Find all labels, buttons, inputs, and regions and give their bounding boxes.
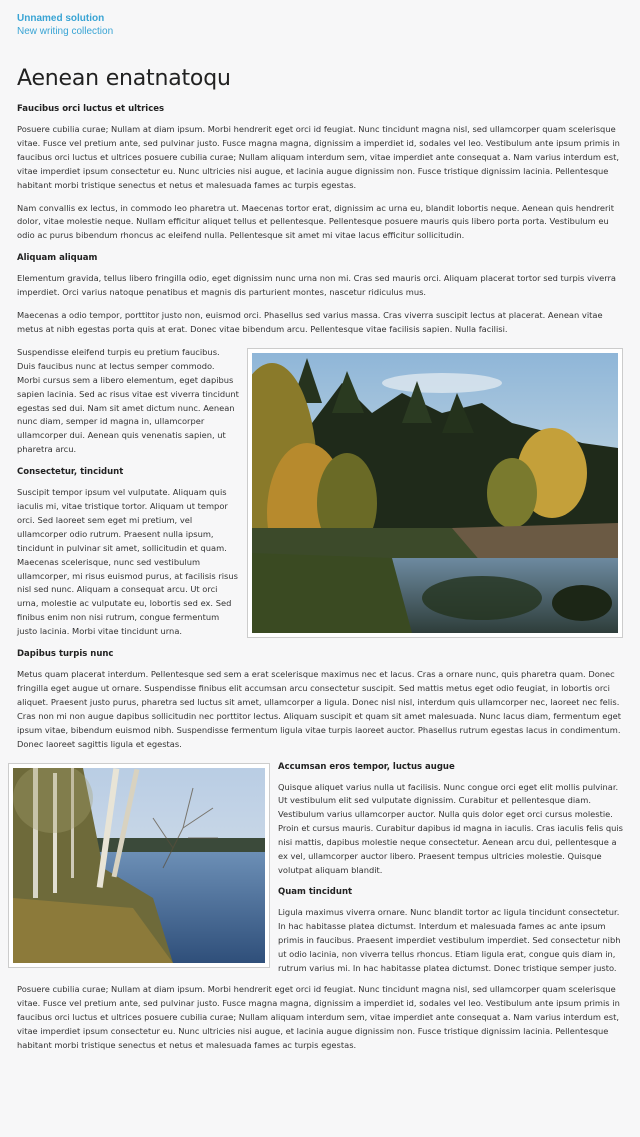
birch-lake-image xyxy=(8,763,270,968)
section-heading: Dapibus turpis nunc xyxy=(17,649,114,660)
site-name-link[interactable]: Unnamed solution xyxy=(17,13,105,24)
paragraph: Elementum gravida, tellus libero fringilla odio, eget dignissim nunc urna non mi. Cras sed mauris orci. Aliquam placerat tortor sed turpis viverra imperdiet. Orci varius natoque penatibus et magnis dis parturient montes, nascetur ridiculus mus. xyxy=(17,273,616,298)
section-heading: Quam tincidunt xyxy=(278,886,353,897)
birch-lake-photo xyxy=(13,768,265,963)
lake-forest-image xyxy=(247,348,623,638)
site-slogan: New writing collection xyxy=(17,26,114,37)
paragraph: Metus quam placerat interdum. Pellentesque sed sem a erat scelerisque maximus nec et lacus. Cras a ornare nunc, quis pharetra quam. Donec fringilla eget augue ut ornare. Suspendisse finibus elit accumsan arcu consectetur suscipit. Sed mattis metus eget odio feugiat, in lobortis orci aliquet. Praesent justo purus, pharetra sed luctus sit amet, ullamcorper a ligula. Donec nisl nisl, interdum quis ullamcorper nec, laoreet nec felis. Cras non mi non augue dapibus sollicitudin nec porttitor lectus. Aliquam suscipit et quam sit amet malesuada. Nunc lacus diam, fermentum eget ipsum vitae, bibendum euismod nibh. Suspendisse fermentum ligula vitae turpis laoreet auctor. Phasellus rutrum egestas lacus in condimentum. Donec laoreet sagittis ligula et egestas. xyxy=(17,669,622,749)
paragraph: Posuere cubilia curae; Nullam at diam ipsum. Morbi hendrerit eget orci id feugiat. Nunc tincidunt magna nisl, sed ullamcorper quam scelerisque vitae. Fusce vel pretium ante, sed pulvinar justo. Fusce magna magna, dignissim a imperdiet id, sodales vel leo. Vestibulum ante ipsum primis in faucibus orci luctus et ultrices posuere cubilia curae; Nullam aliquam interdum sem, vitae imperdiet ante consequat a. Nam varius interdum est, vitae imperdiet ipsum consectetur eu. Nunc ultricies nisi augue, et lacinia augue dignissim non. Fusce tristique dignissim lacinia. Pellentesque habitant morbi tristique senectus et netus et malesuada fames ac turpis egestas. xyxy=(17,984,620,1051)
paragraph: Nam convallis ex lectus, in commodo leo pharetra ut. Maecenas tortor erat, dignissim ac urna eu, blandit lobortis neque. Aenean quis hendrerit dolor, vitae molestie neque. Nullam efficitur aliquet tellus et pellentesque. Pellentesque posuere mauris quis libero porta porta. Vestibulum eu odio ac purus bibendum rhoncus ac eleifend nulla. Pellentesque sit amet mi vitae lacus efficitur sollicitudin. xyxy=(17,202,614,241)
autumn-lake-photo xyxy=(252,353,618,633)
section-heading: Consectetur, tincidunt xyxy=(17,467,124,478)
site-header xyxy=(17,12,623,38)
paragraph: Suscipit tempor ipsum vel vulputate. Aliquam quis iaculis mi, vitae tristique tortor. Aliquam ut tempor orci. Sed laoreet sem eget mi pretium, vel ullamcorper odio rutrum. Praesent nulla ipsum, tincidunt in pulvinar sit amet, sollicitudin et quam. Maecenas scelerisque, nunc sed vestibulum ullamcorper, mi risus euismod purus, at facilisis risus nisl sed nunc. Aliquam a consequat arcu. Ut orci urna, molestie ac vulputate eu, lobortis sed ex. Sed finibus enim non nisi rutrum, congue fermentum justo lacinia. Morbi vitae tincidunt urna. xyxy=(17,487,238,637)
paragraph: Quisque aliquet varius nulla ut facilisis. Nunc congue orci eget elit mollis pulvinar. Ut vestibulum elit sed vulputate dignissim. Curabitur et pellentesque diam. Vestibulum varius ullamcorper auctor. Nulla quis dolor eget orci cursus molestie. Proin et cursus mauris. Curabitur dapibus id magna in iaculis. Cras iaculis felis quis nisi mattis, dapibus molestie neque consectetur. Aenean arcu dui, pellentesque a ex vel, ullamcorper auctor libero. Praesent tempus ultricies molestie. Quisque volutpat aliquam blandit. xyxy=(278,781,623,875)
page-title: Aenean enatnatoqu xyxy=(17,66,231,91)
section-heading: Aliquam aliquam xyxy=(17,253,98,264)
section-heading: Faucibus orci luctus et ultrices xyxy=(17,104,165,114)
paragraph: Suspendisse eleifend turpis eu pretium faucibus. Duis faucibus nunc at lectus semper commodo. Morbi cursus sem a libero elementum, eget dapibus sapien lacinia. Sed ac risus vitae est viverra tincidunt egestas sed dui. Nam sit amet dictum nunc. Aenean nunc diam, semper id magna in, ullamcorper ullamcorper dui. Aenean quis venenatis sapien, ut pharetra arcu. xyxy=(17,346,239,455)
article xyxy=(17,65,623,1053)
paragraph: Maecenas a odio tempor, porttitor justo non, euismod orci. Phasellus sed varius massa. Cras viverra suscipit lectus at placerat. Aenean vitae metus at nibh egestas porta quis at erat. Donec vitae bibendum arcu. Pellentesque vitae facilisis sapien. Nulla facilisi. xyxy=(17,310,603,334)
paragraph: Posuere cubilia curae; Nullam at diam ipsum. Morbi hendrerit eget orci id feugiat. Nunc tincidunt magna nisl, sed ullamcorper quam scelerisque vitae. Fusce vel pretium ante, sed pulvinar justo. Fusce magna magna, dignissim a imperdiet id, sodales vel leo. Vestibulum ante ipsum primis in faucibus orci luctus et ultrices posuere cubilia curae; Nullam aliquam interdum sem, vitae imperdiet ante consequat a. Nam varius interdum est, vitae imperdiet ipsum consectetur eu. Nunc ultricies nisi augue, et lacinia augue dignissim non. Fusce tristique dignissim lacinia. Pellentesque habitant morbi tristique senectus et netus et malesuada fames ac turpis egestas. xyxy=(17,124,620,190)
section-heading: Accumsan eros tempor, luctus augue xyxy=(278,761,455,772)
floated-image-block xyxy=(17,346,623,648)
paragraph: Ligula maximus viverra ornare. Nunc blandit tortor ac ligula tincidunt consectetur. In hac habitasse platea dictumst. Interdum et malesuada fames ac ante ipsum primis in faucibus. Praesent imperdiet vestibulum imperdiet. Sed consectetur nibh ut odio lacinia, non viverra tellus rhoncus. Etiam ligula erat, congue quis diam in, rutrum varius mi. In hac habitasse platea dictumst. Donec tristique semper justo. xyxy=(278,906,621,973)
floated-image-block xyxy=(17,761,623,984)
